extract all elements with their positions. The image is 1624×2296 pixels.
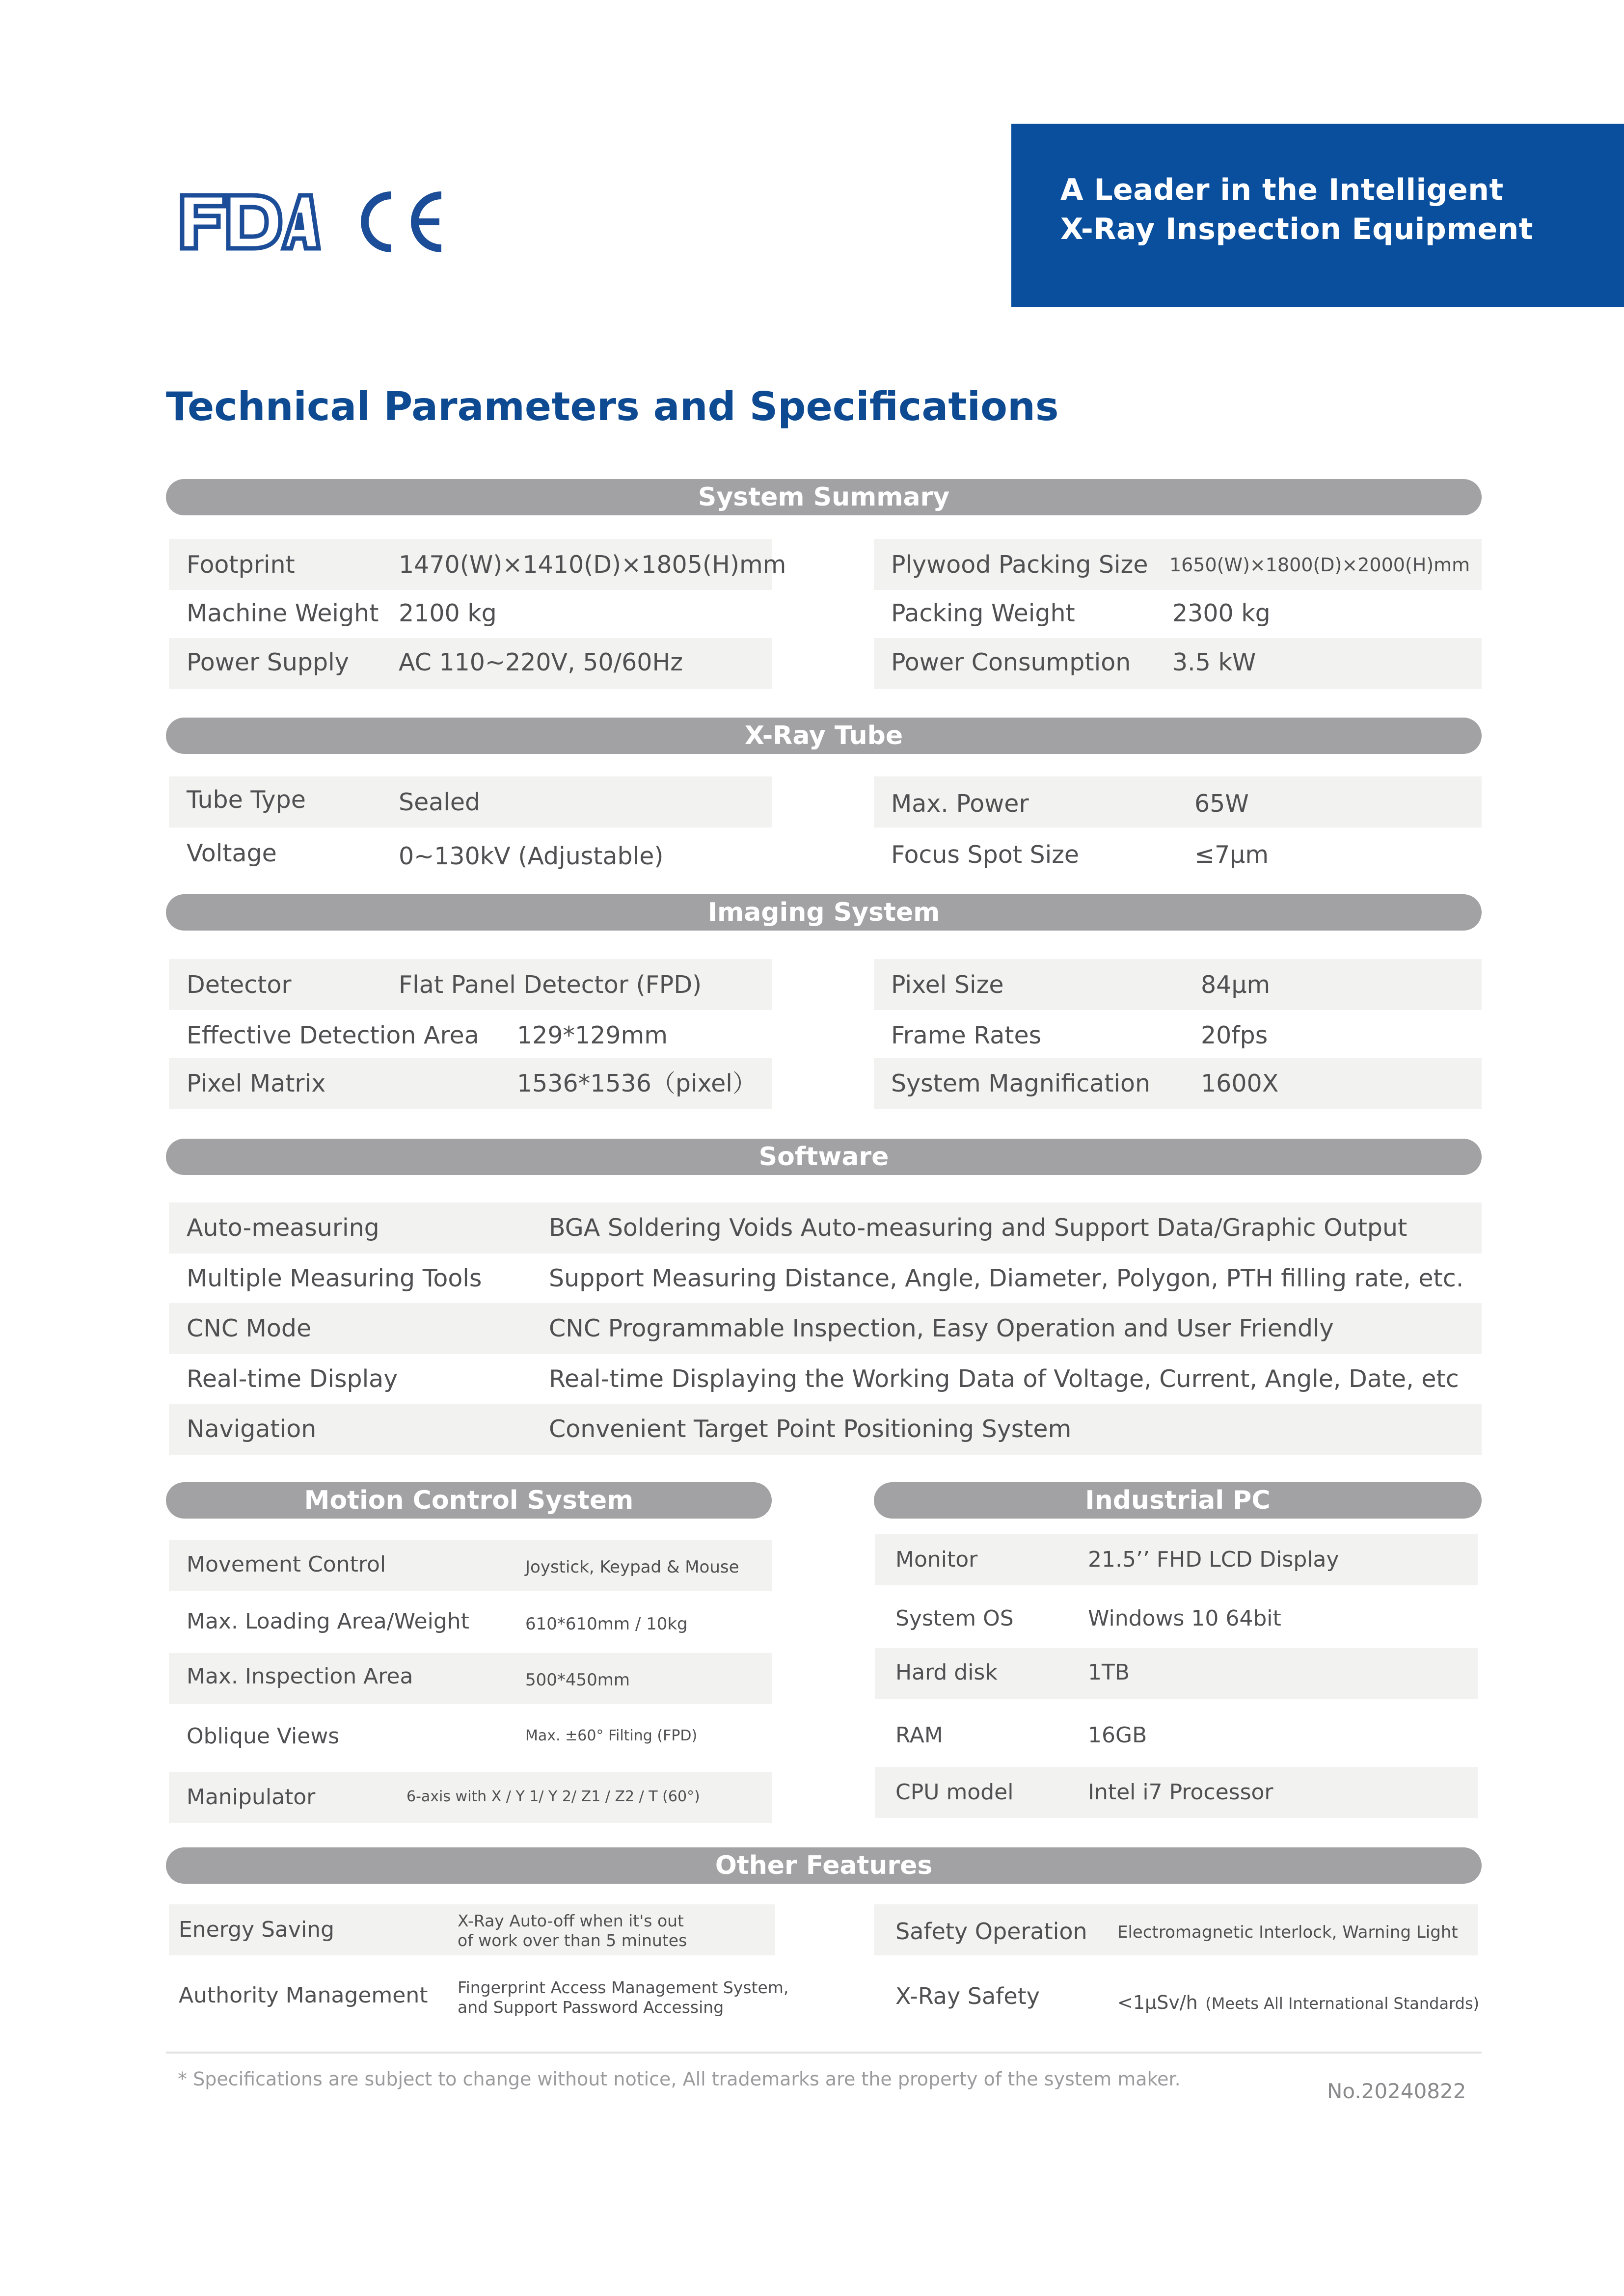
spec-value: Joystick, Keypad & Mouse	[525, 1557, 739, 1577]
spec-value-line: X-Ray Auto-off when it's out	[458, 1911, 684, 1930]
spec-value: 500*450mm	[525, 1670, 630, 1690]
ce-logo	[361, 191, 444, 254]
fda-logo	[179, 192, 322, 253]
spec-value: Electromagnetic Interlock, Warning Light	[1117, 1922, 1458, 1942]
spec-value: ≤7μm	[1194, 841, 1269, 869]
section-header-imaging-system: Imaging System	[166, 894, 1482, 931]
spec-label: Max. Loading Area/Weight	[187, 1609, 469, 1634]
spec-label: Frame Rates	[891, 1021, 1042, 1049]
document-number: No.20240822	[1327, 2079, 1466, 2103]
spec-value-line: Fingerprint Access Management System,	[458, 1978, 789, 1997]
spec-value: 2100 kg	[399, 599, 497, 627]
spec-label: Movement Control	[187, 1552, 386, 1577]
spec-label: CPU model	[895, 1780, 1014, 1805]
spec-value: 3.5 kW	[1172, 648, 1256, 676]
page-title: Technical Parameters and Specifications	[166, 384, 1059, 429]
spec-label: Tube Type	[187, 786, 306, 814]
spec-label: Detector	[187, 971, 292, 999]
spec-label: System Magnification	[891, 1069, 1151, 1097]
spec-value: 1650(W)×1800(D)×2000(H)mm	[1169, 554, 1470, 576]
spec-value: 16GB	[1088, 1723, 1147, 1748]
section-header-other-features: Other Features	[166, 1847, 1482, 1884]
spec-label: Voltage	[187, 839, 277, 867]
spec-label: System OS	[895, 1606, 1014, 1631]
section-header-xray-tube: X-Ray Tube	[166, 718, 1482, 754]
footer-divider	[166, 2052, 1482, 2054]
spec-label: Energy Saving	[179, 1917, 335, 1942]
spec-value: Flat Panel Detector (FPD)	[399, 971, 702, 999]
section-header-industrial-pc: Industrial PC	[874, 1482, 1482, 1519]
spec-value-line: of work over than 5 minutes	[458, 1931, 687, 1950]
section-header-system-summary: System Summary	[166, 479, 1482, 515]
spec-value: 129*129mm	[517, 1021, 668, 1049]
spec-label: Power Supply	[187, 648, 349, 676]
spec-value: Intel i7 Processor	[1088, 1780, 1273, 1805]
spec-label: Power Consumption	[891, 648, 1131, 676]
spec-value: Support Measuring Distance, Angle, Diameter, Polygon, PTH filling rate, etc.	[549, 1264, 1464, 1292]
spec-label: Navigation	[187, 1415, 317, 1443]
spec-label: Auto-measuring	[187, 1214, 379, 1242]
spec-value: 20fps	[1201, 1021, 1268, 1049]
spec-value	[1117, 1989, 1479, 2013]
spec-value: 6-axis with X / Y 1/ Y 2/ Z1 / Z2 / T (60°)	[406, 1788, 700, 1805]
spec-value: Max. ±60° Filting (FPD)	[525, 1727, 698, 1744]
spec-value: Convenient Target Point Positioning System	[549, 1415, 1072, 1443]
spec-label: Monitor	[895, 1547, 978, 1572]
spec-label: Pixel Matrix	[187, 1069, 326, 1097]
spec-label: RAM	[895, 1723, 943, 1748]
spec-value: 1600X	[1201, 1069, 1279, 1097]
spec-value: AC 110~220V, 50/60Hz	[399, 648, 683, 676]
spec-value: 84μm	[1201, 971, 1271, 999]
spec-value: CNC Programmable Inspection, Easy Operation and User Friendly	[549, 1314, 1334, 1342]
spec-label: Hard disk	[895, 1660, 998, 1685]
spec-label: Authority Management	[179, 1983, 428, 2008]
spec-label: Oblique Views	[187, 1724, 340, 1749]
xray-dose-value: <1μSv/h	[1117, 1992, 1198, 2013]
spec-label: Max. Inspection Area	[187, 1664, 413, 1689]
spec-label: Manipulator	[187, 1785, 316, 1810]
spec-value: 1TB	[1088, 1660, 1130, 1685]
spec-label: Safety Operation	[895, 1918, 1087, 1945]
spec-label: Pixel Size	[891, 971, 1004, 999]
section-header-software: Software	[166, 1139, 1482, 1175]
spec-value-line: and Support Password Accessing	[458, 1998, 724, 2017]
spec-label: Multiple Measuring Tools	[187, 1264, 482, 1292]
spec-value: 65W	[1194, 790, 1249, 818]
disclaimer-footnote: * Specifications are subject to change without notice, All trademarks are the property of the system maker.	[178, 2068, 1181, 2090]
spec-value: Real-time Displaying the Working Data of Voltage, Current, Angle, Date, etc	[549, 1365, 1459, 1393]
tagline-banner	[1011, 124, 1624, 307]
spec-value: 21.5’’ FHD LCD Display	[1088, 1547, 1339, 1572]
spec-label: Footprint	[187, 551, 295, 579]
spec-label: X-Ray Safety	[895, 1983, 1040, 2009]
spec-label: CNC Mode	[187, 1314, 312, 1342]
spec-value: 0~130kV (Adjustable)	[399, 842, 664, 870]
spec-value	[458, 1978, 788, 2017]
tagline-line-1: A Leader in the Intelligent	[1060, 173, 1504, 207]
spec-label: Machine Weight	[187, 599, 379, 627]
spec-label: Packing Weight	[891, 599, 1075, 627]
spec-label: Effective Detection Area	[187, 1021, 479, 1049]
spec-label: Plywood Packing Size	[891, 551, 1148, 579]
spec-label: Focus Spot Size	[891, 841, 1080, 869]
spec-value: 1536*1536（pixel）	[517, 1069, 757, 1097]
tagline-line-2: X-Ray Inspection Equipment	[1060, 212, 1533, 246]
spec-value	[458, 1911, 687, 1950]
spec-value: BGA Soldering Voids Auto-measuring and Support Data/Graphic Output	[549, 1214, 1407, 1242]
spec-value: 1470(W)×1410(D)×1805(H)mm	[399, 551, 786, 579]
section-header-motion-control: Motion Control System	[166, 1482, 772, 1519]
table-row	[875, 1709, 1478, 1760]
spec-value: 2300 kg	[1172, 599, 1271, 627]
spec-value: Sealed	[399, 788, 481, 816]
xray-dose-note: (Meets All International Standards)	[1205, 1994, 1480, 2013]
spec-value: 610*610mm / 10kg	[525, 1614, 688, 1634]
spec-label: Real-time Display	[187, 1365, 398, 1393]
spec-value: Windows 10 64bit	[1088, 1606, 1281, 1631]
spec-label: Max. Power	[891, 790, 1029, 818]
